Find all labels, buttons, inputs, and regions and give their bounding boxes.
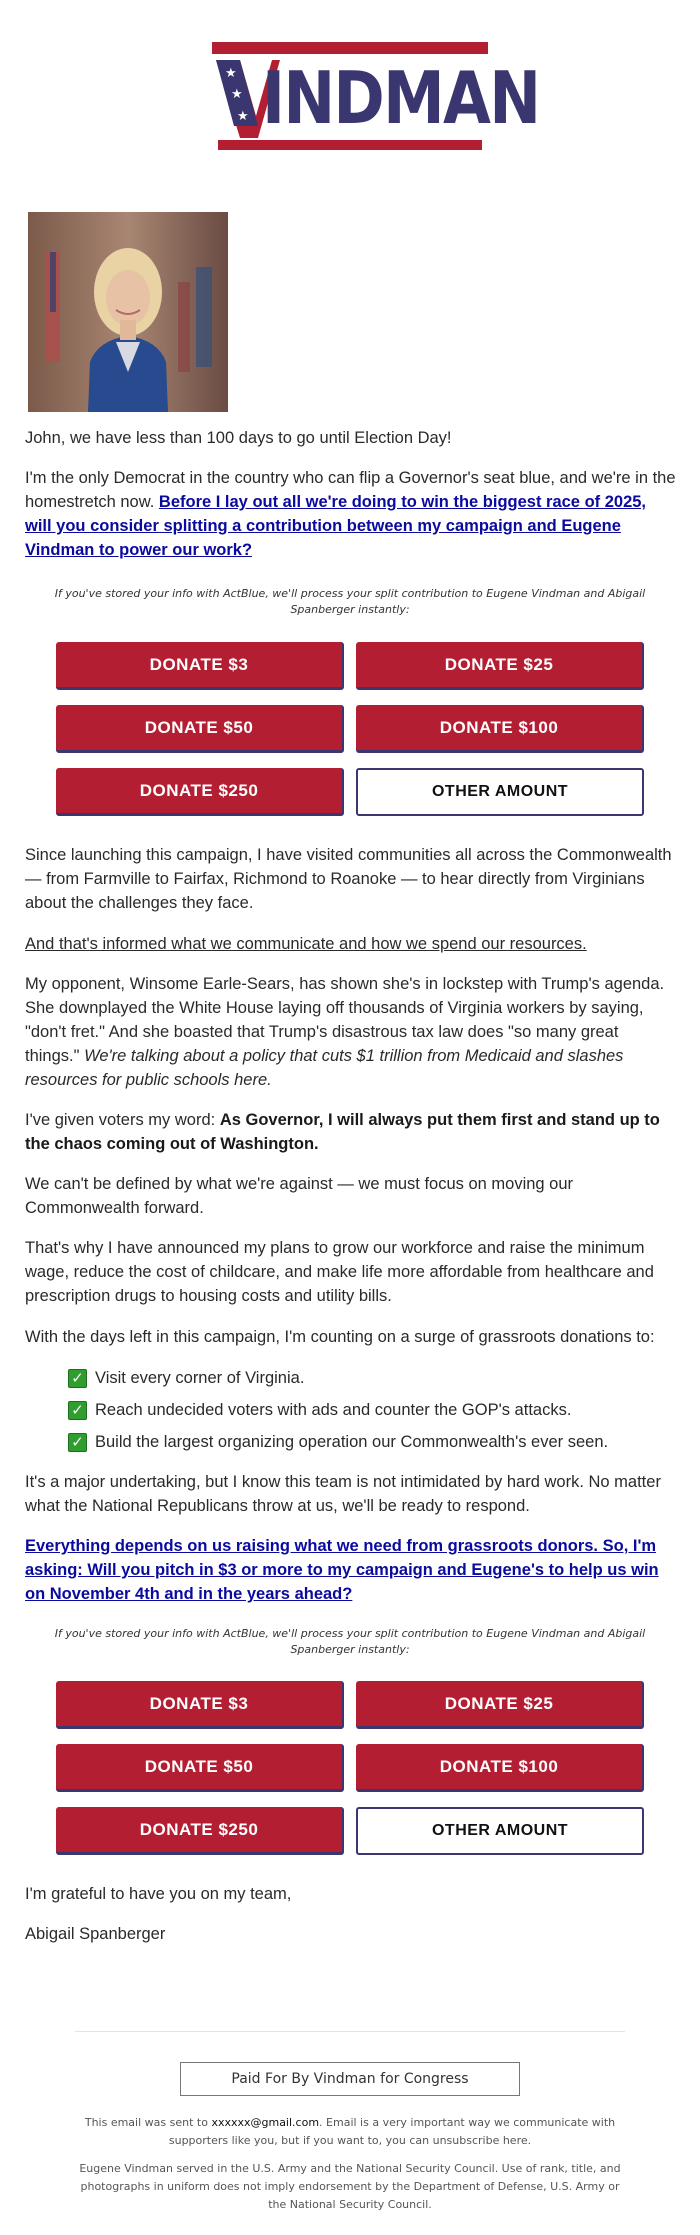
split-contribution-link[interactable]: Before I lay out all we're doing to win the biggest race of 2025, will you consider splitting a contribution between my campaign and Eugene Vindman to power our work? — [25, 493, 647, 559]
undertaking-paragraph: It's a major undertaking, but I know this team is not intimidated by hard work. No matter what the National Republicans throw at us, we'll be ready to respond. — [25, 1473, 661, 1515]
legal-disclaimer: Eugene Vindman served in the U.S. Army and the National Security Council. Use of rank, title, and photographs in uniform does not imply endorsement by the Department of Defense, U.S. Army or the National Security Council. — [79, 2162, 621, 2211]
logo-bottom-stripe — [218, 140, 482, 150]
checklist-item: ✓ Reach undecided voters with ads and counter the GOP's attacks. — [68, 1398, 571, 1422]
opponent-paragraph — [25, 972, 677, 1092]
donate-50-button[interactable]: DONATE $50 — [56, 1744, 344, 1792]
closing-text: I'm grateful to have you on my team, — [25, 1885, 292, 1903]
checkmark-icon: ✓ — [68, 1369, 87, 1388]
donate-50-button[interactable]: DONATE $50 — [56, 705, 344, 753]
vindman-logo — [212, 40, 540, 156]
other-amount-button[interactable]: OTHER AMOUNT — [356, 1807, 644, 1855]
forward-paragraph: We can't be defined by what we're against — we must focus on moving our Commonwealth forward. — [25, 1175, 574, 1217]
paid-for-box: Paid For By Vindman for Congress — [180, 2062, 520, 2096]
svg-text:★: ★ — [237, 109, 249, 124]
opponent-text: My opponent, Winsome Earle-Sears, has shown she's in lockstep with Trump's agenda. She downplayed the White House laying off thousands of Virginia workers by saying, "don't fret." And she boasted that Trump's disastrous tax law does "so many great things." — [25, 975, 665, 1065]
donate-100-button[interactable]: DONATE $100 — [356, 705, 644, 753]
logo-wordmark: INDMAN — [262, 56, 540, 140]
logo-top-stripe — [212, 42, 488, 54]
pitch-in-link[interactable]: Everything depends on us raising what we need from grassroots donors. So, I'm asking: Will you pitch in $3 or more to my campaign and Eugene's to help us win on November 4th and in the years ahead? — [25, 1537, 659, 1603]
greeting-text: John, we have less than 100 days to go until Election Day! — [25, 429, 452, 447]
intro-paragraph — [25, 466, 677, 562]
intro-text: I'm the only Democrat in the country who can flip a Governor's seat blue, and we're in the homestretch now. — [25, 469, 676, 511]
donate-25-button[interactable]: DONATE $25 — [356, 1681, 644, 1729]
medicaid-italic: We're talking about a policy that cuts $1 trillion from Medicaid and slashes resources for public schools here. — [25, 1047, 624, 1089]
svg-text:★: ★ — [231, 87, 243, 102]
grassroots-paragraph: With the days left in this campaign, I'm counting on a surge of grassroots donations to: — [25, 1328, 655, 1346]
donate-250-button[interactable]: DONATE $250 — [56, 768, 344, 816]
promise-bold: As Governor, I will always put them first and stand up to the chaos coming out of Washington. — [25, 1111, 660, 1153]
checkmark-icon: ✓ — [68, 1433, 87, 1452]
other-amount-button[interactable]: OTHER AMOUNT — [356, 768, 644, 816]
svg-text:★: ★ — [225, 66, 237, 81]
checkmark-icon: ✓ — [68, 1401, 87, 1420]
promise-paragraph — [25, 1108, 677, 1156]
checklist-item: ✓ Build the largest organizing operation our Commonwealth's ever seen. — [68, 1430, 608, 1454]
actblue-note: If you've stored your info with ActBlue, we'll process your split contribution to Eugene Vindman and Abigail Spanberger instantly: — [54, 587, 646, 616]
signature-text: Abigail Spanberger — [25, 1925, 166, 1943]
campaign-travel-paragraph: Since launching this campaign, I have visited communities all across the Commonwealth — from Farmville to Fairfax, Richmond to Roanoke — to hear directly from Virginians about the challenges they face. — [25, 846, 672, 912]
donate-3-button[interactable]: DONATE $3 — [56, 1681, 344, 1729]
resources-paragraph: And that's informed what we communicate and how we spend our resources. — [25, 935, 587, 953]
actblue-note: If you've stored your info with ActBlue, we'll process your split contribution to Eugene Vindman and Abigail Spanberger instantly: — [54, 1627, 646, 1656]
promise-text: I've given voters my word: — [25, 1111, 220, 1129]
donate-250-button[interactable]: DONATE $250 — [56, 1807, 344, 1855]
recipient-email: xxxxxx@gmail.com — [211, 2116, 320, 2129]
candidate-photo — [28, 212, 228, 412]
footer-divider — [75, 2031, 625, 2032]
donate-25-button[interactable]: DONATE $25 — [356, 642, 644, 690]
checklist-item: ✓ Visit every corner of Virginia. — [68, 1366, 304, 1390]
email-notice: This email was sent to xxxxxx@gmail.com. Email is a very important way we communicate with supporters like you, but if you want to, you can unsubscribe here. — [84, 2116, 616, 2147]
donate-3-button[interactable]: DONATE $3 — [56, 642, 344, 690]
donate-100-button[interactable]: DONATE $100 — [356, 1744, 644, 1792]
ask-paragraph — [25, 1534, 677, 1606]
unsubscribe-text[interactable]: . Email is a very important way we communicate with supporters like you, but if you want to, you can unsubscribe here. — [168, 2116, 616, 2147]
plans-paragraph: That's why I have announced my plans to grow our workforce and raise the minimum wage, reduce the cost of childcare, and make life more affordable from healthcare and prescription drugs to housing costs and utility bills. — [25, 1239, 654, 1305]
